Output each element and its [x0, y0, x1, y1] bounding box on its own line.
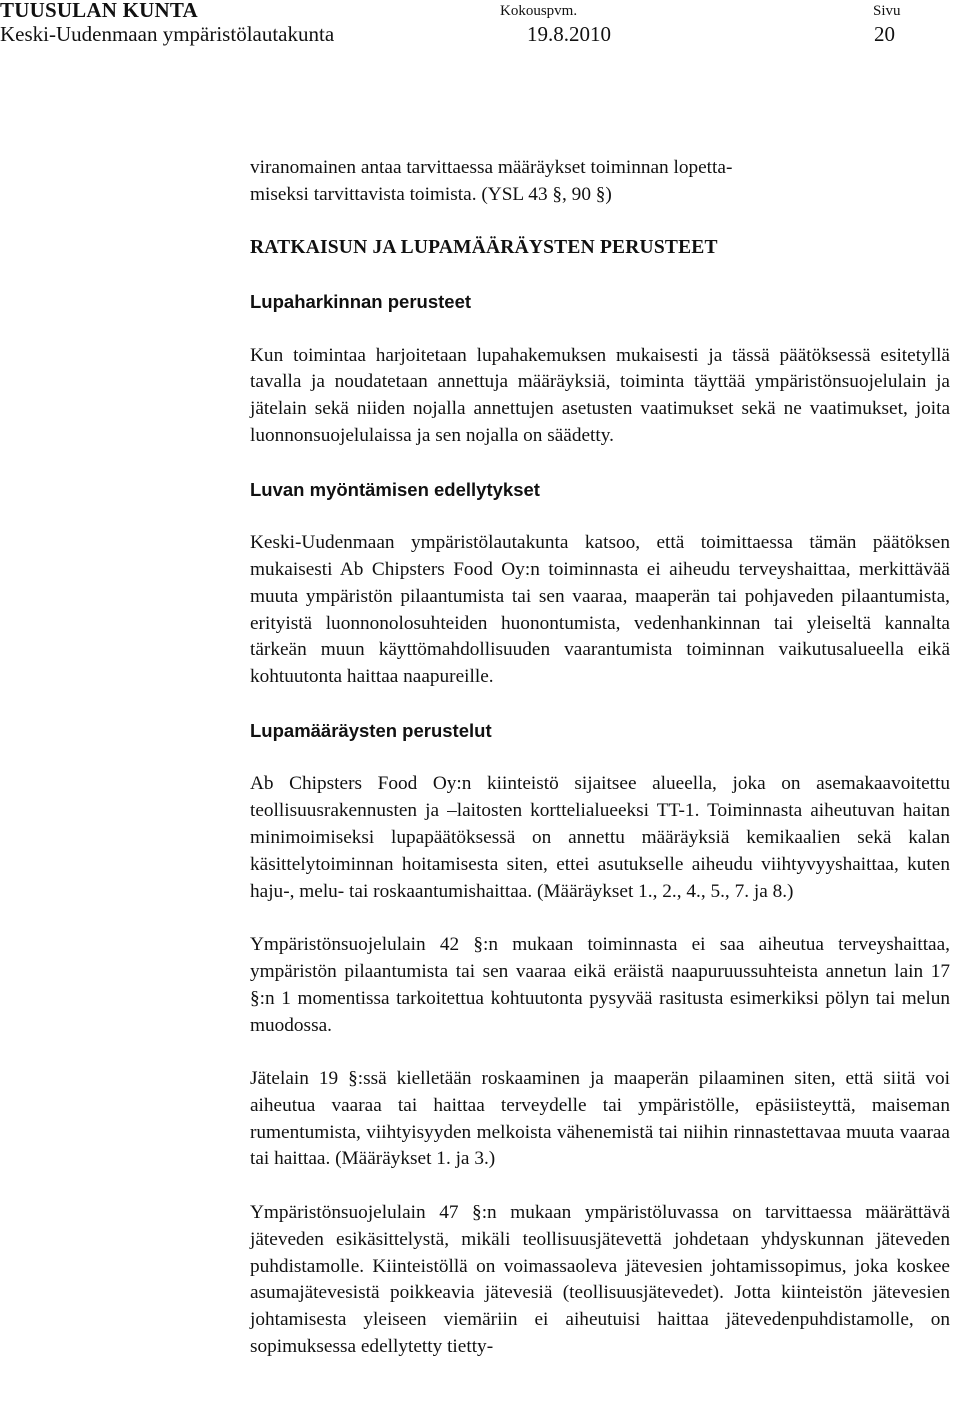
paragraph-jatelaki-19: Jätelain 19 §:ssä kielletään roskaaminen ja maaperän pilaaminen siten, että siitä voi aiheutua vaaraa tai haittaa terveydelle tai ympäristölle, epäsiisteyttä, maiseman rumentumista, viihtyisyyden melkoista vähenemistä tai niihin rinnastettavaa muuta vaaraa tai haittaa. (Määräykset 1. ja 3.) — [250, 1068, 950, 1170]
main-heading: RATKAISUN JA LUPAMÄÄRÄYSTEN PERUSTEET — [250, 237, 718, 259]
section-heading-lupamaaraysten-perustelut: Lupamääräysten perustelut — [250, 719, 492, 741]
section-text-luvan-myontamisen-edellytykset: Keski-Uudenmaan ympäristölautakunta katsoo, että toimittaessa tämän päätöksen mukaisesti Ab Chipsters Food Oy:n toiminnasta ei aiheudu terveyshaittaa, merkittävää muuta ympäristön pilaantumista tai sen vaaraa, maaperän tai pohjaveden pilaantumista, erityistä luonnonolosuhteiden huonontumista, vedenhankinnan tai yleiseltä kannalta tärkeän muun käyttömahdollisuuden vaarantumista toiminnan vaikutusalueella eikä kohtuutonta haittaa naapureille. — [250, 532, 950, 688]
page-header — [0, 0, 960, 56]
page-number: 20 — [874, 22, 895, 46]
organization-name: TUUSULAN KUNTA — [0, 0, 198, 22]
paragraph-ysl-47: Ympäristönsuojelulain 47 §:n mukaan ympäristöluvassa on tarvittaessa määrättävä jäteveden esikäsittelystä, mikäli teollisuusjätevettä johdetaan yhdyskunnan jäteveden puhdistamolle. Kiinteistöllä on voimassaoleva jätevesien johtamissopimus, joka koskee asumajätevesistä poikkeavia jätevesiä (teollisuusjätevedet). Jotta kiinteistön jätevesien johtamisesta yleiseen viemäriin ei aiheutuisi haittaa jätevedenpuhdistamolle, on sopimuksessa edellytetty tietty- — [250, 1202, 950, 1358]
document-body — [250, 155, 950, 1361]
meeting-date: 19.8.2010 — [527, 22, 611, 46]
section-heading-lupaharkinnan-perusteet: Lupaharkinnan perusteet — [250, 290, 472, 312]
intro-line-2: miseksi tarvittavista toimista. (YSL 43 §, 90 §) — [250, 183, 612, 205]
paragraph-ysl-42: Ympäristönsuojelulain 42 §:n mukaan toiminnasta ei saa aiheutua terveyshaittaa, ympäristön pilaantumista tai sen vaaraa eikä eräistä naapuruussuhteista annetun lain 17 §:n 1 momentissa tarkoitettua kohtuutonta pysyvää rasitusta esimerkiksi pölyn tai melun muodossa. — [250, 934, 950, 1036]
meeting-date-label: Kokouspvm. — [500, 3, 578, 19]
page-label: Sivu — [873, 3, 901, 19]
paragraph-kiinteisto: Ab Chipsters Food Oy:n kiinteistö sijaitsee alueella, joka on asemakaavoitettu teollisuusrakennusten ja –laitosten korttelialueeksi TT-1. Toiminnasta aiheutuvan haitan minimoimiseksi lupapäätöksessä on annettu määräyksiä kemikaalien sekä kalan käsittelytoiminnan hoitamisesta siten, ettei asutukselle aiheudu viihtyvyyshaittaa, kuten haju-, melu- tai roskaantumishaittaa. (Määräykset 1., 2., 4., 5., 7. ja 8.) — [250, 773, 950, 902]
section-text-lupaharkinnan-perusteet: Kun toimintaa harjoitetaan lupahakemuksen mukaisesti ja tässä päätöksessä esitetyllä tavalla ja noudatetaan annettuja määräyksiä, toiminta täyttää ympäristönsuojelulain ja jätelain sekä niiden nojalla annettujen asetusten vaatimukset sekä ne vaatimukset, joita luonnonsuojelulaissa ja sen nojalla on säädetty. — [250, 344, 950, 446]
section-heading-luvan-myontamisen-edellytykset: Luvan myöntämisen edellytykset — [250, 478, 540, 500]
intro-line-1: viranomainen antaa tarvittaessa määräykset toiminnan lopetta- — [250, 157, 733, 178]
board-name: Keski-Uudenmaan ympäristölautakunta — [0, 22, 335, 46]
